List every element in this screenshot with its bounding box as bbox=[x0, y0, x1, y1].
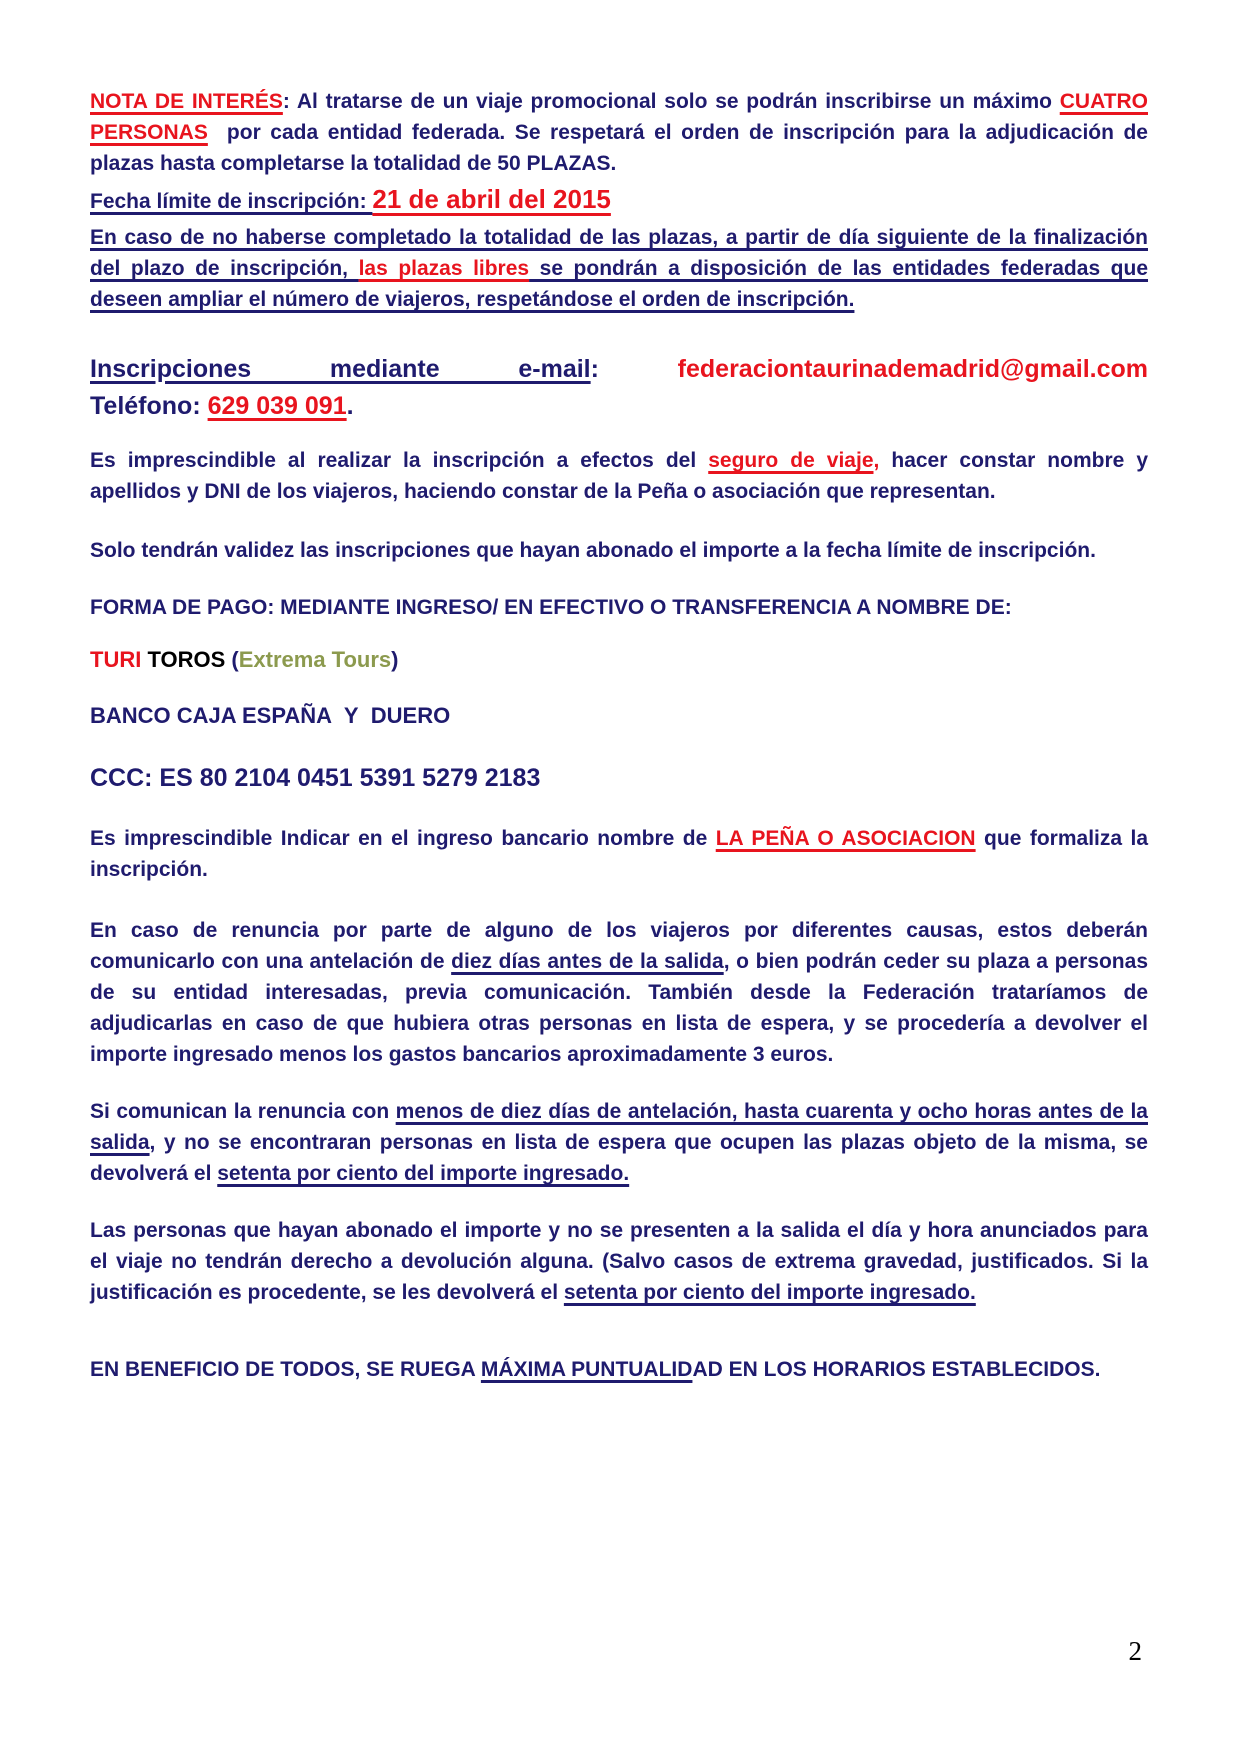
line-turi-toros bbox=[90, 645, 1148, 675]
no-presentacion-text-1: Las personas que hayan abonado el importe y no se presenten a la salida el día y hora anunciados para el viaje no tendrán derecho a devolución alguna. (Salvo casos de extrema gravedad, justificados. Si la justificación es procedente, se les devolverá el bbox=[90, 1219, 1148, 1304]
email-address: federaciontaurinademadrid@gmail.com bbox=[677, 355, 1148, 383]
nota-text-1: Al tratarse de un viaje promocional solo se podrán inscribirse un máximo bbox=[296, 90, 1060, 113]
paragraph-renuncia-tardia bbox=[90, 1096, 1148, 1189]
banco-text: BANCO CAJA ESPAÑA Y DUERO bbox=[90, 703, 451, 728]
renuncia-underline-1: diez días antes de la salida bbox=[451, 950, 724, 973]
nota-cuatro-personas: CUATRO PERSONAS bbox=[90, 90, 1148, 144]
renuncia-text-1: En caso de renuncia por parte de alguno de los viajeros por diferentes causas, estos deberán comunicarlo con una antelación de bbox=[90, 919, 1148, 973]
line-ccc-account bbox=[90, 761, 1148, 795]
paren-open: ( bbox=[231, 647, 239, 672]
validez-text: Solo tendrán validez las inscripciones que hayan abonado el importe a la fecha límite de inscripción. bbox=[90, 539, 1096, 562]
telefono-period: . bbox=[346, 392, 354, 420]
seguro-text-1: Es imprescindible al realizar la inscripción a efectos del bbox=[90, 449, 709, 472]
paragraph-forma-de-pago bbox=[90, 592, 1148, 623]
telefono-colon: : bbox=[192, 392, 208, 420]
puntualidad-text-2: AD EN LOS HORARIOS ESTABLECIDOS. bbox=[692, 1358, 1101, 1381]
ccc-text: CCC: ES 80 2104 0451 5391 5279 2183 bbox=[90, 764, 541, 792]
paragraph-puntualidad bbox=[90, 1354, 1148, 1385]
fecha-value: 21 de abril del 2015 bbox=[372, 184, 611, 214]
paragraph-seguro-de-viaje bbox=[90, 445, 1148, 507]
telefono-number: 629 039 091 bbox=[207, 392, 347, 420]
puntualidad-underline: MÁXIMA PUNTUALID bbox=[480, 1358, 693, 1381]
nota-text-2: por cada entidad federada. Se respetará el orden de inscripción para la adjudicación de plazas hasta completarse la totalidad de 50 PLAZAS. bbox=[90, 121, 1148, 175]
line-fecha-limite bbox=[90, 179, 1148, 222]
pena-highlight: LA PEÑA O ASOCIACION bbox=[715, 827, 976, 850]
forma-pago-text: FORMA DE PAGO: MEDIANTE INGRESO/ EN EFECTIVO O TRANSFERENCIA A NOMBRE DE: bbox=[90, 596, 1012, 619]
paragraph-validez bbox=[90, 535, 1148, 566]
line-banco bbox=[90, 701, 1148, 731]
nota-colon: : bbox=[282, 90, 297, 113]
seguro-comma: , bbox=[873, 449, 880, 472]
puntualidad-text-1: EN BENEFICIO DE TODOS, SE RUEGA bbox=[90, 1358, 481, 1381]
pena-text-1: Es imprescindible Indicar en el ingreso bancario nombre de bbox=[90, 827, 716, 850]
turi-label: TURI bbox=[90, 647, 142, 672]
plazas-highlight: las plazas libres bbox=[358, 257, 530, 280]
pena-text-2: que formaliza la inscripción. bbox=[90, 827, 1149, 881]
no-presentacion-underline-1: setenta por ciento del importe ingresado. bbox=[563, 1281, 976, 1304]
email-label: Inscripciones mediante e-mail bbox=[90, 355, 591, 383]
paragraph-nota-de-interes bbox=[90, 86, 1148, 179]
fecha-label: Fecha límite de inscripción: bbox=[90, 190, 373, 213]
plazas-text-2: se pondrán a disposición de las entidades federadas que deseen ampliar el número de viajeros, respetándose el orden de inscripción. bbox=[90, 257, 1149, 311]
paragraph-no-presentacion bbox=[90, 1215, 1148, 1308]
paragraph-pena-asociacion bbox=[90, 823, 1148, 885]
email-colon: : bbox=[590, 355, 678, 383]
toros-label: TOROS bbox=[141, 647, 232, 672]
agencia-label: Extrema Tours bbox=[238, 647, 392, 672]
renuncia-tardia-underline-1: menos de diez días de antelación, hasta cuarenta y ocho horas antes de la salida bbox=[90, 1100, 1148, 1154]
renuncia-text-2: , o bien podrán ceder su plaza a personas de su entidad interesadas, previa comunicación. También desde la Federación trataríamos de adjudicarlas en caso de que hubiera otras personas en lista de espera, y se procedería a devolver el importe ingresado menos los gastos bancarios aproximadamente 3 euros. bbox=[90, 950, 1148, 1066]
nota-label: NOTA DE INTERÉS bbox=[90, 90, 283, 113]
seguro-text-2: hacer constar nombre y apellidos y DNI de los viajeros, haciendo constar de la Peña o asociación que representan. bbox=[90, 449, 1149, 503]
page-number: 2 bbox=[1128, 1636, 1142, 1666]
seguro-highlight: seguro de viaje bbox=[708, 449, 874, 472]
renuncia-tardia-text-2: , y no se encontraran personas en lista de espera que ocupen las plazas objeto de la misma, se devolverá el bbox=[90, 1131, 1148, 1185]
plazas-text-1: En caso de no haberse completado la totalidad de las plazas, a partir de día siguiente de la finalización del plazo de inscripción, bbox=[90, 226, 1148, 280]
paren-close: ) bbox=[391, 647, 399, 672]
paragraph-renuncia bbox=[90, 915, 1148, 1070]
line-telefono bbox=[90, 388, 1148, 425]
line-inscripciones-email bbox=[90, 351, 1148, 388]
telefono-label: Teléfono bbox=[90, 392, 193, 420]
renuncia-tardia-underline-2: setenta por ciento del importe ingresado. bbox=[217, 1162, 630, 1185]
paragraph-plazas-libres bbox=[90, 222, 1148, 315]
renuncia-tardia-text-1: Si comunican la renuncia con bbox=[90, 1100, 396, 1123]
